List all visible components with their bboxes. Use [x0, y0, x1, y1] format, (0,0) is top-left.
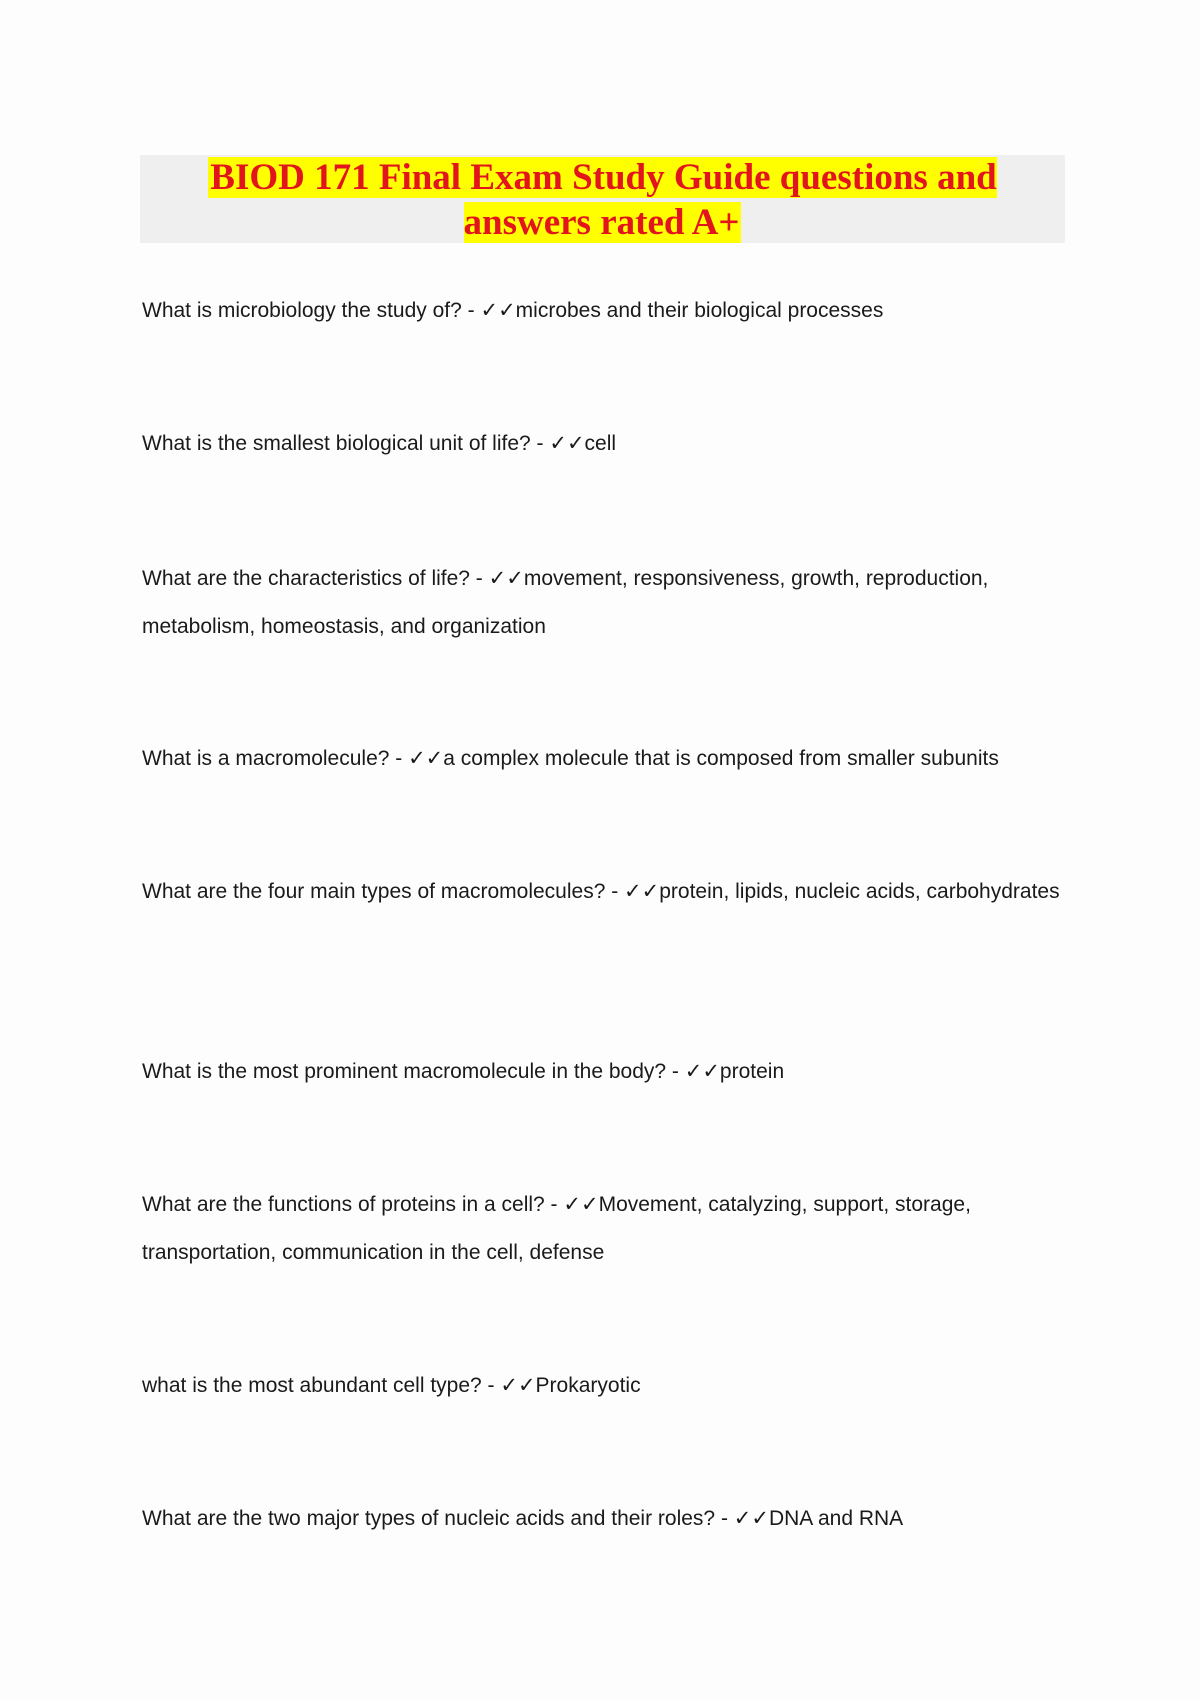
qa-item: What is microbiology the study of? - ✓✓microbes and their biological processes — [142, 299, 884, 322]
qa-item: What is a macromolecule? - ✓✓a complex molecule that is composed from smaller subunits — [142, 747, 999, 770]
qa-item: What are the characteristics of life? - ✓✓movement, responsiveness, growth, reproduction, metabolism, homeostasis, and organization — [142, 567, 989, 638]
qa-item: What are the four main types of macromolecules? - ✓✓protein, lipids, nucleic acids, carbohydrates — [142, 880, 1060, 903]
qa-item: What are the functions of proteins in a cell? - ✓✓Movement, catalyzing, support, storage, transportation, communication in the cell, defense — [142, 1193, 971, 1264]
document-title: BIOD 171 Final Exam Study Guide questions and answers rated A+ — [210, 157, 997, 243]
qa-item: What is the smallest biological unit of life? - ✓✓cell — [142, 432, 617, 455]
qa-item: What are the two major types of nucleic acids and their roles? - ✓✓DNA and RNA — [142, 1507, 904, 1530]
title-box — [140, 155, 1065, 243]
qa-item: What is the most prominent macromolecule in the body? - ✓✓protein — [142, 1060, 785, 1083]
qa-item: what is the most abundant cell type? - ✓✓Prokaryotic — [142, 1374, 641, 1397]
